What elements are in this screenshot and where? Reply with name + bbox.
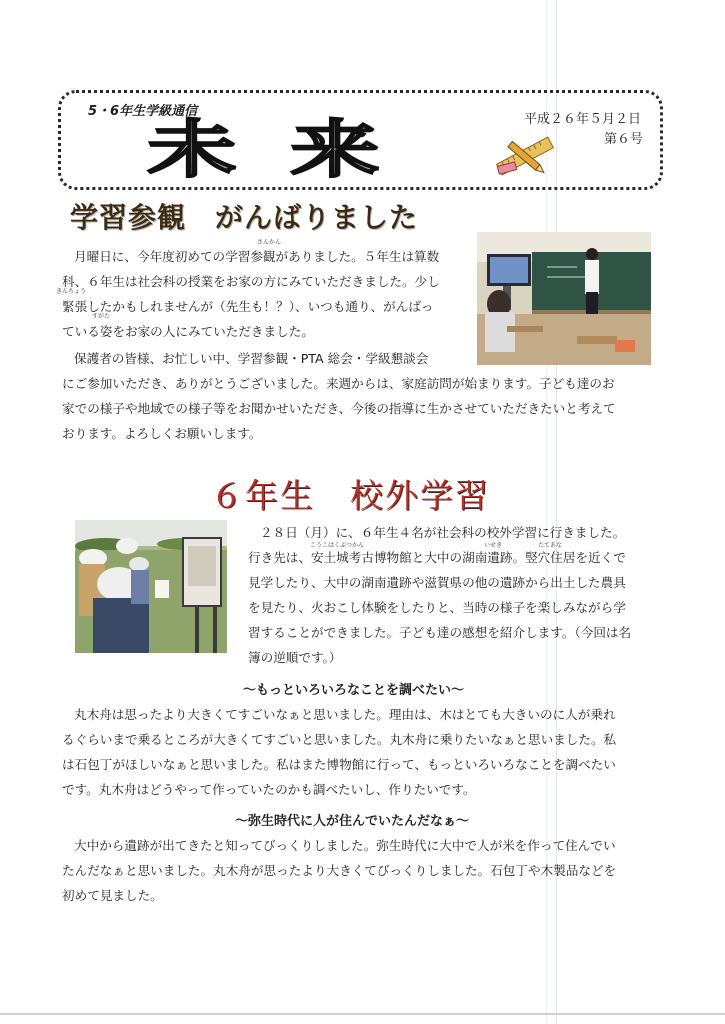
impression1-subhead: ～もっといろいろなことを調べたい～ bbox=[243, 683, 465, 698]
page-edge bbox=[0, 1013, 725, 1015]
article1-line: 科、６年生は社会科の授業をお家の方にみていただきました。少し bbox=[62, 274, 440, 289]
impression2-subhead: ～弥生時代に人が住んでいたんだなぁ～ bbox=[235, 814, 470, 829]
article2-line: ２８日（月）に、６年生４名が社会科の校外学習に行きました。 bbox=[260, 525, 626, 540]
grade-label: 5・6年生学級通信 bbox=[88, 104, 198, 119]
classroom-photo bbox=[477, 232, 651, 365]
impression2-line: 初めて見ました。 bbox=[62, 888, 163, 903]
impression1-line: です。丸木舟はどうやって作っていたのかも調べたいし、作りたいです。 bbox=[62, 782, 476, 797]
ruby-sankan: さんかん bbox=[257, 239, 282, 246]
ruby-iseki: いせき bbox=[484, 542, 503, 549]
article2-line: 見学したり、大中の湖南遺跡や滋賀県の他の遺跡から出土した農具 bbox=[248, 575, 626, 590]
title-text: 未来 bbox=[147, 113, 434, 182]
article1-line: 家での様子や地域での様子等をお聞かせいただき、今後の指導に生かさせていただきたいと考えて bbox=[62, 401, 616, 416]
article2-line: 習することができました。子ども達の感想を紹介します。（今回は名 bbox=[248, 625, 632, 640]
article2-heading: ６年生 校外学習 bbox=[210, 476, 490, 515]
impression1-line: るぐらいまで乗るところが大きくてすごいと思いました。丸木舟に乗りたいなぁと思いました。私 bbox=[62, 732, 617, 747]
issue-number: 第６号 bbox=[604, 132, 644, 147]
ruler-pencil-icon bbox=[492, 134, 558, 178]
article1-line: にご参加いただき、ありがとうございました。来週からは、家庭訪問が始まります。子ども達のお bbox=[62, 376, 615, 391]
impression2-line: 大中から遺跡が出てきたと知ってびっくりしました。弥生時代に大中で人が米を作って住んでい bbox=[74, 838, 616, 853]
ruby-sugata: すがた bbox=[92, 313, 111, 320]
impression2-line: たんだなぁと思いました。丸木舟が思ったより大きくてびっくりしました。石包丁や木製品などを bbox=[62, 863, 617, 878]
article1-line: 月曜日に、今年度初めての学習参観がありました。５年生は算数 bbox=[74, 249, 440, 264]
impression1-line: は石包丁がほしいなぁと思いました。私はまた博物館に行って、もっといろいろなことを調べたい bbox=[62, 757, 616, 772]
ruby-koukohakubutsukan: こうこはくぶつかん bbox=[310, 542, 365, 549]
ruby-kinchou: きんちょう bbox=[56, 288, 87, 295]
field-trip-photo bbox=[75, 520, 227, 653]
title-wordart bbox=[100, 112, 480, 182]
article1-heading: 学習参観 がんばりました bbox=[70, 201, 419, 234]
article2-line: を見たり、火おこし体験をしたりと、当時の様子を楽しみながら学 bbox=[248, 600, 626, 615]
article2-line: 行き先は、安土城考古博物館と大中の湖南遺跡。竪穴住居を近くで bbox=[248, 550, 626, 565]
ruby-tateana: たてあな bbox=[538, 542, 563, 549]
newsletter-title bbox=[100, 112, 480, 182]
article1-line: 保護者の皆様、お忙しい中、学習参観・PTA 総会・学級懇談会 bbox=[74, 351, 429, 366]
issue-date: 平成２６年５月２日 bbox=[524, 112, 642, 127]
article1-line: 緊張したかもしれませんが（先生も！？）、いつも通り、がんばっ bbox=[62, 299, 434, 314]
article2-line: 簿の逆順です。） bbox=[248, 650, 342, 665]
article1-line: ている姿をお家の人にみていただきました。 bbox=[62, 324, 314, 339]
impression1-line: 丸木舟は思ったより大きくてすごいなぁと思いました。理由は、木はとても大きいのに人が乗れ bbox=[74, 707, 616, 722]
article1-line: おります。よろしくお願いします。 bbox=[62, 426, 262, 441]
